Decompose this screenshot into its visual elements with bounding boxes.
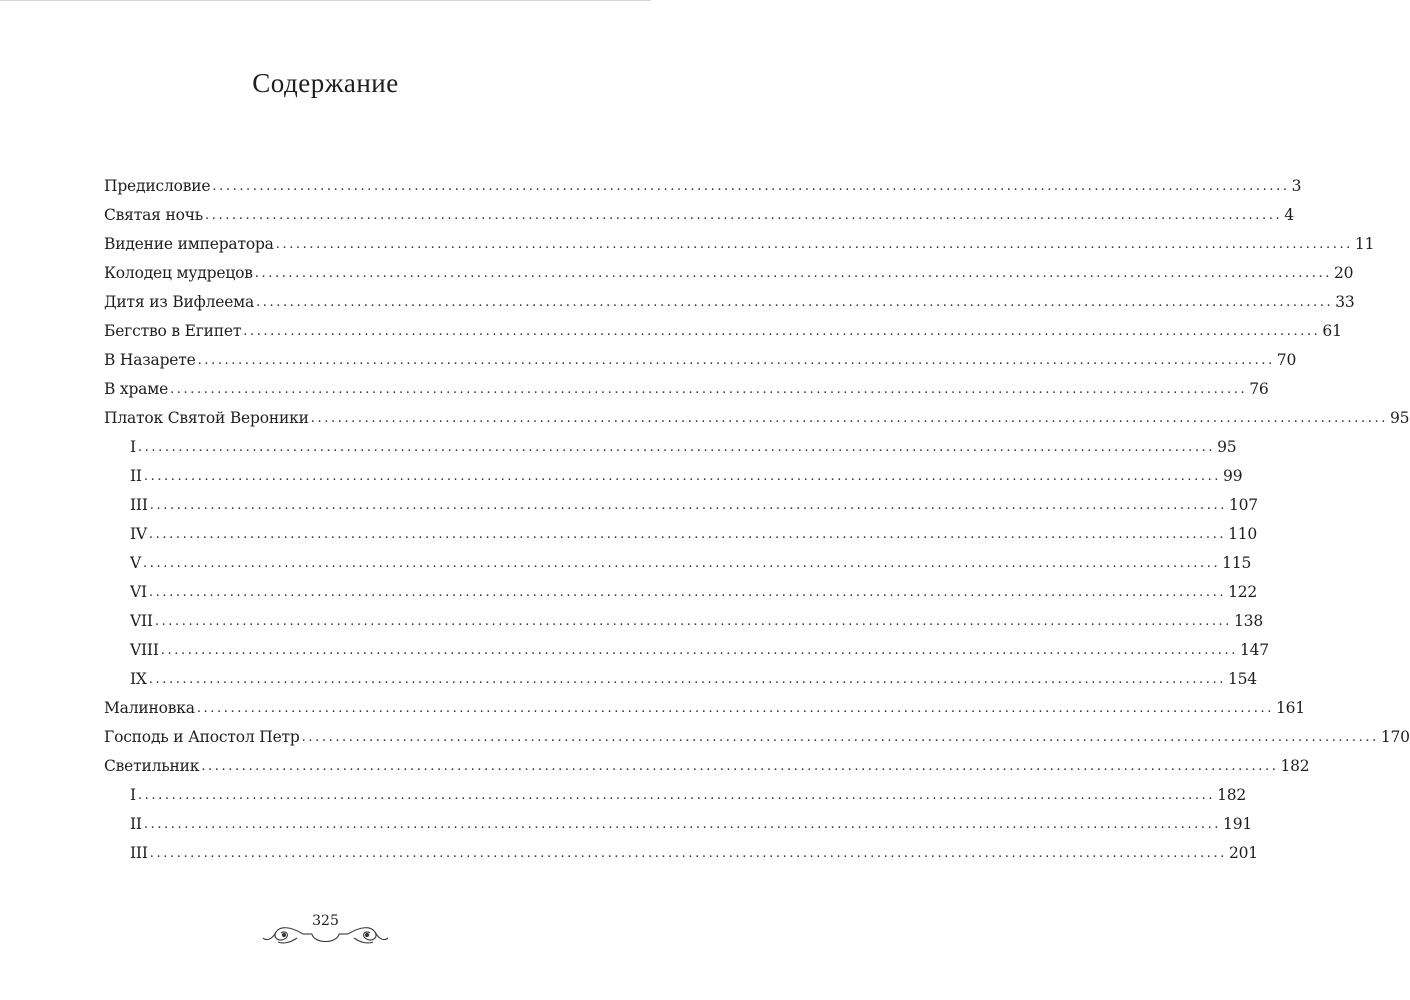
toc-entry (104, 780, 1247, 809)
toc-entry-title: I (130, 785, 136, 804)
dot-leader: ................................................................................................................................................................ (170, 382, 1248, 397)
toc-entry-title: I (130, 437, 136, 456)
dot-leader: ................................................................................................................................................................ (143, 817, 1222, 832)
toc-entry-title: IV (130, 524, 147, 543)
dot-leader: ................................................................................................................................................................ (212, 179, 1290, 194)
toc-entry-page: 138 (1234, 611, 1264, 630)
toc-entry-title: Светильник (104, 756, 200, 775)
toc-entry-page: 201 (1228, 843, 1258, 862)
toc-entry (104, 490, 1258, 519)
dot-leader: ................................................................................................................................................................ (197, 353, 1275, 368)
toc-entry-page: 95 (1217, 437, 1237, 456)
dot-leader: ................................................................................................................................................................ (143, 469, 1222, 484)
dot-leader: ................................................................................................................................................................ (275, 237, 1353, 252)
toc-entry-title: III (130, 495, 148, 514)
dot-leader: ................................................................................................................................................................ (301, 730, 1379, 745)
toc-entry (104, 374, 1269, 403)
dot-leader: ................................................................................................................................................................ (148, 527, 1227, 542)
toc-entry-title: VIII (130, 640, 159, 659)
dot-leader: ................................................................................................................................................................ (256, 295, 1334, 310)
toc-entry (104, 258, 1354, 287)
toc-entry-page: 11 (1354, 234, 1375, 253)
toc-entry (104, 171, 1302, 200)
toc-entry-title: Платок Святой Вероники (104, 408, 309, 427)
dot-leader: ................................................................................................................................................................ (154, 614, 1233, 629)
toc-entry (104, 664, 1257, 693)
page-title: Содержание (252, 68, 399, 98)
toc-entry (104, 693, 1305, 722)
toc-entry (104, 606, 1264, 635)
toc-entry-page: 70 (1276, 350, 1297, 369)
dot-leader: ................................................................................................................................................................ (137, 788, 1216, 803)
toc-entry-title: В Назарете (104, 350, 196, 369)
toc-entry (104, 229, 1375, 258)
toc-entry (104, 345, 1297, 374)
toc-entry-page: 182 (1217, 785, 1247, 804)
toc-entry-page: 3 (1291, 176, 1302, 195)
toc-entry-page: 95 (1389, 408, 1410, 427)
dot-leader: ................................................................................................................................................................ (243, 324, 1321, 339)
toc-entry-title: VI (130, 582, 147, 601)
toc-entry-title: Колодец мудрецов (104, 263, 253, 282)
toc-entry-page: 99 (1223, 466, 1243, 485)
toc-entry-page: 107 (1228, 495, 1258, 514)
toc-entry-title: IX (130, 669, 147, 688)
toc-entry-page: 161 (1275, 698, 1305, 717)
toc-entry (104, 838, 1258, 867)
toc-entry-title: В храме (104, 379, 169, 398)
toc-entry (104, 519, 1258, 548)
dot-leader: ................................................................................................................................................................ (143, 556, 1221, 571)
toc-entry-page: 110 (1228, 524, 1258, 543)
toc-entry-page: 76 (1249, 379, 1269, 398)
toc-entry-page: 61 (1322, 321, 1342, 340)
toc-entry-title: Господь и Апостол Петр (104, 727, 300, 746)
dot-leader: ................................................................................................................................................................ (137, 440, 1216, 455)
dot-leader: ................................................................................................................................................................ (160, 643, 1238, 658)
toc-entry (104, 461, 1243, 490)
toc-entry (104, 809, 1253, 838)
toc-entry-page: 20 (1333, 263, 1354, 282)
table-of-contents (104, 171, 1410, 867)
toc-entry-title: VII (130, 611, 153, 630)
toc-entry-page: 170 (1380, 727, 1410, 746)
dot-leader: ................................................................................................................................................................ (149, 498, 1227, 513)
toc-entry (104, 635, 1269, 664)
dot-leader: ................................................................................................................................................................ (254, 266, 1332, 281)
page-number: 325 (312, 913, 339, 929)
toc-entry (104, 722, 1410, 751)
dot-leader: ................................................................................................................................................................ (148, 672, 1226, 687)
toc-entry-page: 122 (1228, 582, 1258, 601)
toc-entry (104, 577, 1258, 606)
toc-entry-page: 147 (1239, 640, 1269, 659)
toc-entry-page: 191 (1223, 814, 1253, 833)
toc-entry-title: Видение императора (104, 234, 274, 253)
toc-entry-title: Дитя из Вифлеема (104, 292, 255, 311)
toc-entry (104, 432, 1237, 461)
dot-leader: ................................................................................................................................................................ (196, 701, 1274, 716)
toc-entry-title: Малиновка (104, 698, 195, 717)
page-top-border (0, 0, 651, 1)
toc-entry-title: V (130, 553, 141, 572)
toc-entry (104, 751, 1310, 780)
toc-entry-title: Предисловие (104, 176, 211, 195)
dot-leader: ................................................................................................................................................................ (205, 208, 1283, 223)
toc-entry (104, 200, 1294, 229)
toc-entry-title: III (130, 843, 148, 862)
toc-entry (104, 403, 1410, 432)
toc-entry-title: Святая ночь (104, 205, 204, 224)
toc-entry-page: 154 (1227, 669, 1257, 688)
toc-entry-title: II (130, 814, 142, 833)
toc-entry-title: Бегство в Египет (104, 321, 242, 340)
toc-entry-page: 115 (1222, 553, 1252, 572)
dot-leader: ................................................................................................................................................................ (201, 759, 1279, 774)
toc-entry (104, 548, 1252, 577)
toc-entry-page: 182 (1280, 756, 1310, 775)
toc-entry-page: 33 (1335, 292, 1355, 311)
dot-leader: ................................................................................................................................................................ (149, 846, 1227, 861)
toc-entry (104, 316, 1342, 345)
toc-entry-page: 4 (1284, 205, 1294, 224)
dot-leader: ................................................................................................................................................................ (148, 585, 1227, 600)
dot-leader: ................................................................................................................................................................ (310, 411, 1388, 426)
toc-entry-title: II (130, 466, 142, 485)
toc-entry (104, 287, 1355, 316)
